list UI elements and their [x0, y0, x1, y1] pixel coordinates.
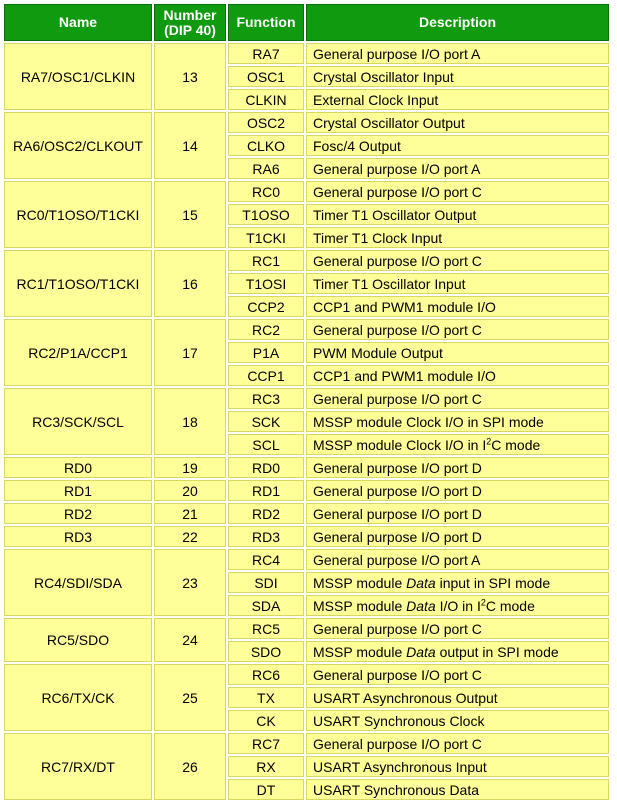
table-row	[4, 618, 609, 639]
description-text: General purpose I/O port C	[313, 183, 482, 200]
superscript-text: 2	[480, 596, 486, 607]
description-cell	[306, 457, 609, 478]
pin-name-cell: RC5/SDO	[4, 618, 152, 662]
function-cell: SDI	[228, 572, 304, 593]
function-cell: RD3	[228, 526, 304, 547]
function-cell: DT	[228, 779, 304, 800]
header-number-line1: Number	[163, 6, 217, 23]
function-cell: RC6	[228, 664, 304, 685]
italic-text: Data	[406, 574, 436, 591]
description-cell	[306, 319, 609, 340]
function-cell: SCL	[228, 434, 304, 455]
description-cell	[306, 618, 609, 639]
description-cell	[306, 43, 609, 64]
function-cell: CK	[228, 710, 304, 731]
description-text: Timer T1 Oscillator Output	[313, 206, 477, 223]
description-text: USART Asynchronous Output	[313, 689, 498, 706]
pin-number-cell: 24	[154, 618, 226, 662]
function-cell: SDA	[228, 595, 304, 616]
description-cell	[306, 388, 609, 409]
description-cell	[306, 434, 609, 455]
pin-number-cell: 22	[154, 526, 226, 547]
description-text: input in SPI mode	[435, 574, 551, 591]
function-cell: RC1	[228, 250, 304, 271]
description-text: MSSP module	[313, 643, 407, 660]
description-text: General purpose I/O port D	[313, 459, 482, 476]
function-cell: RD2	[228, 503, 304, 524]
description-cell	[306, 66, 609, 87]
function-cell: P1A	[228, 342, 304, 363]
description-text: CCP1 and PWM1 module I/O	[313, 298, 496, 315]
function-cell: T1OSO	[228, 204, 304, 225]
function-cell: TX	[228, 687, 304, 708]
pin-number-cell: 25	[154, 664, 226, 731]
description-cell	[306, 411, 609, 432]
pin-number-cell: 14	[154, 112, 226, 179]
function-cell: RC4	[228, 549, 304, 570]
function-cell: SCK	[228, 411, 304, 432]
description-text: External Clock Input	[313, 91, 439, 108]
table-row	[4, 43, 609, 64]
description-text: General purpose I/O port C	[313, 252, 482, 269]
table-row	[4, 181, 609, 202]
function-cell: RC2	[228, 319, 304, 340]
description-text: Fosc/4 Output	[313, 137, 401, 154]
table-row	[4, 250, 609, 271]
description-cell	[306, 710, 609, 731]
function-cell: RA7	[228, 43, 304, 64]
description-cell	[306, 756, 609, 777]
function-cell: RX	[228, 756, 304, 777]
pin-number-cell: 18	[154, 388, 226, 455]
description-text: General purpose I/O port C	[313, 620, 482, 637]
table-header	[4, 4, 609, 41]
description-text: Timer T1 Clock Input	[313, 229, 443, 246]
pin-number-cell: 13	[154, 43, 226, 110]
description-cell	[306, 779, 609, 800]
header-number-line2: (DIP 40)	[164, 21, 216, 38]
description-text: MSSP module	[313, 597, 407, 614]
pin-number-cell: 17	[154, 319, 226, 386]
pin-number-cell: 20	[154, 480, 226, 501]
description-text: General purpose I/O port C	[313, 666, 482, 683]
table-row	[4, 480, 609, 501]
function-cell: CLKIN	[228, 89, 304, 110]
function-cell: RD0	[228, 457, 304, 478]
pin-name-cell: RC0/T1OSO/T1CKI	[4, 181, 152, 248]
description-cell	[306, 664, 609, 685]
description-text: Crystal Oscillator Input	[313, 68, 454, 85]
description-cell	[306, 526, 609, 547]
header-function: Function	[228, 4, 304, 41]
description-cell	[306, 89, 609, 110]
function-cell: RC5	[228, 618, 304, 639]
description-cell	[306, 480, 609, 501]
description-cell	[306, 135, 609, 156]
description-text: CCP1 and PWM1 module I/O	[313, 367, 496, 384]
description-text: USART Asynchronous Input	[313, 758, 487, 775]
header-row	[4, 4, 609, 41]
pin-number-cell: 21	[154, 503, 226, 524]
function-cell: RC0	[228, 181, 304, 202]
description-cell	[306, 250, 609, 271]
description-text: General purpose I/O port C	[313, 735, 482, 752]
table-row	[4, 549, 609, 570]
description-text: USART Synchronous Data	[313, 781, 480, 798]
description-text: MSSP module Clock I/O in I	[313, 436, 487, 453]
pin-name-cell: RD3	[4, 526, 152, 547]
function-cell: SDO	[228, 641, 304, 662]
description-text: Timer T1 Oscillator Input	[313, 275, 466, 292]
description-cell	[306, 296, 609, 317]
superscript-text: 2	[486, 435, 492, 446]
pin-name-cell: RD1	[4, 480, 152, 501]
description-cell	[306, 595, 609, 616]
function-cell: OSC1	[228, 66, 304, 87]
description-text: output in SPI mode	[435, 643, 559, 660]
description-text: PWM Module Output	[313, 344, 443, 361]
pin-number-cell: 23	[154, 549, 226, 616]
pin-name-cell: RA7/OSC1/CLKIN	[4, 43, 152, 110]
pin-name-cell: RC2/P1A/CCP1	[4, 319, 152, 386]
pin-name-cell: RC6/TX/CK	[4, 664, 152, 731]
italic-text: Data	[406, 597, 436, 614]
pin-name-cell: RC3/SCK/SCL	[4, 388, 152, 455]
pin-name-cell: RC1/T1OSO/T1CKI	[4, 250, 152, 317]
function-cell: CLKO	[228, 135, 304, 156]
description-cell	[306, 733, 609, 754]
description-text: C mode	[485, 597, 535, 614]
pin-number-cell: 16	[154, 250, 226, 317]
description-text: General purpose I/O port A	[313, 160, 481, 177]
table-row	[4, 526, 609, 547]
description-cell	[306, 365, 609, 386]
table-row	[4, 388, 609, 409]
description-cell	[306, 687, 609, 708]
description-cell	[306, 112, 609, 133]
description-cell	[306, 273, 609, 294]
description-cell	[306, 342, 609, 363]
pin-number-cell: 19	[154, 457, 226, 478]
header-name: Name	[4, 4, 152, 41]
description-text: General purpose I/O port D	[313, 482, 482, 499]
description-text: I/O in I	[435, 597, 481, 614]
pin-name-cell: RC4/SDI/SDA	[4, 549, 152, 616]
description-text: General purpose I/O port D	[313, 505, 482, 522]
function-cell: RA6	[228, 158, 304, 179]
description-text: Crystal Oscillator Output	[313, 114, 465, 131]
description-cell	[306, 641, 609, 662]
function-cell: T1CKI	[228, 227, 304, 248]
description-text: General purpose I/O port C	[313, 321, 482, 338]
table-row	[4, 112, 609, 133]
pin-number-cell: 26	[154, 733, 226, 800]
description-cell	[306, 549, 609, 570]
header-number	[154, 4, 226, 41]
description-text: MSSP module Clock I/O in SPI mode	[313, 413, 544, 430]
table-row	[4, 664, 609, 685]
italic-text: Data	[406, 643, 436, 660]
function-cell: OSC2	[228, 112, 304, 133]
pin-name-cell: RD0	[4, 457, 152, 478]
function-cell: CCP1	[228, 365, 304, 386]
description-text: USART Synchronous Clock	[313, 712, 485, 729]
description-text: General purpose I/O port C	[313, 390, 482, 407]
function-cell: RC3	[228, 388, 304, 409]
description-cell	[306, 572, 609, 593]
table-body	[4, 43, 609, 800]
table-row	[4, 457, 609, 478]
description-cell	[306, 158, 609, 179]
pin-name-cell: RA6/OSC2/CLKOUT	[4, 112, 152, 179]
description-cell	[306, 181, 609, 202]
pin-description-table	[2, 2, 611, 802]
pin-name-cell: RC7/RX/DT	[4, 733, 152, 800]
function-cell: RD1	[228, 480, 304, 501]
description-cell	[306, 227, 609, 248]
function-cell: RC7	[228, 733, 304, 754]
description-text: MSSP module	[313, 574, 407, 591]
function-cell: CCP2	[228, 296, 304, 317]
pin-name-cell: RD2	[4, 503, 152, 524]
description-text: General purpose I/O port A	[313, 45, 481, 62]
table-row	[4, 319, 609, 340]
description-cell	[306, 503, 609, 524]
header-description: Description	[306, 4, 609, 41]
function-cell: T1OSI	[228, 273, 304, 294]
table-row	[4, 503, 609, 524]
description-text: General purpose I/O port A	[313, 551, 481, 568]
description-text: General purpose I/O port D	[313, 528, 482, 545]
table-row	[4, 733, 609, 754]
pin-number-cell: 15	[154, 181, 226, 248]
description-text: C mode	[491, 436, 541, 453]
description-cell	[306, 204, 609, 225]
